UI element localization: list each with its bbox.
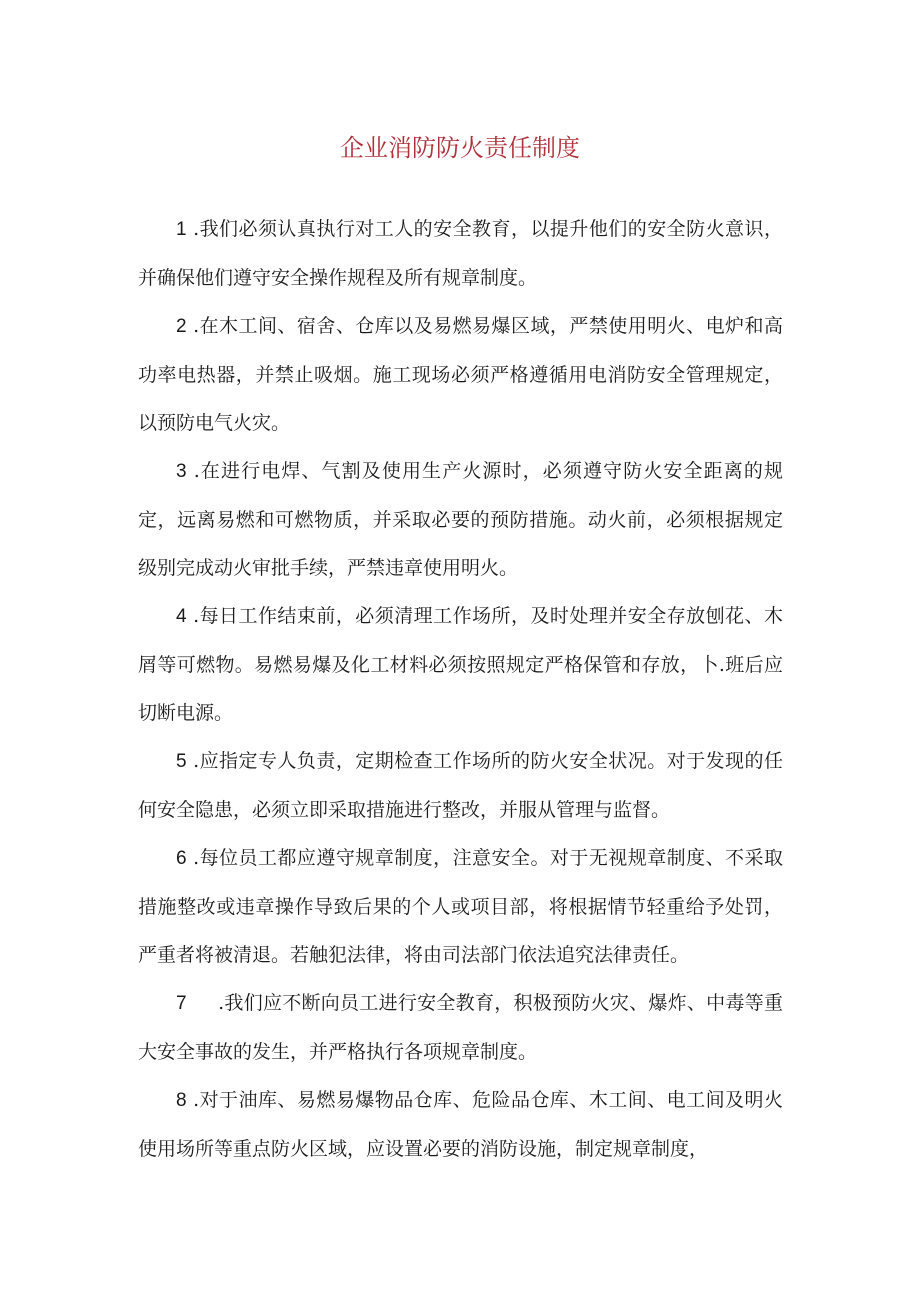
paragraph-1 — [138, 205, 783, 302]
paragraph-text: .我们必须认真执行对工人的安全教育，以提升他们的安全防火意识，并确保他们遵守安全操作规程及所有规章制度。 — [138, 218, 783, 289]
paragraph-number: 8 — [176, 1090, 187, 1111]
document-body — [138, 205, 783, 1173]
paragraph-text: .在木工间、宿舍、仓库以及易燃易爆区域，严禁使用明火、电炉和高功率电热器，并禁止吸烟。施工现场必须严格遵循用电消防安全管理规定，以预防电气火灾。 — [138, 315, 783, 434]
paragraph-number: 6 — [176, 848, 187, 869]
paragraph-number: 7 — [176, 993, 187, 1014]
paragraph-4 — [138, 592, 783, 737]
paragraph-7 — [138, 979, 783, 1076]
paragraph-2 — [138, 302, 783, 447]
paragraph-6 — [138, 834, 783, 979]
paragraph-5 — [138, 737, 783, 834]
paragraph-text: .在进行电焊、气割及使用生产火源时，必须遵守防火安全距离的规定，远离易燃和可燃物质，并采取必要的预防措施。动火前，必须根据规定级别完成动火审批手续，严禁违章使用明火。 — [138, 460, 783, 579]
paragraph-number: 3 — [176, 461, 187, 482]
paragraph-8 — [138, 1076, 783, 1173]
paragraph-text: .我们应不断向员工进行安全教育，积极预防火灾、爆炸、中毒等重大安全事故的发生，并严格执行各项规章制度。 — [138, 992, 783, 1063]
paragraph-text: .每位员工都应遵守规章制度，注意安全。对于无视规章制度、不采取措施整改或违章操作导致后果的个人或项目部，将根据情节轻重给予处罚，严重者将被清退。若触犯法律，将由司法部门依法追究法律责任。 — [138, 847, 783, 966]
document-title: 企业消防防火责任制度 — [340, 134, 580, 162]
paragraph-text: .应指定专人负责，定期检查工作场所的防火安全状况。对于发现的任何安全隐患，必须立即采取措施进行整改，并服从管理与监督。 — [138, 750, 783, 821]
paragraph-text: .每日工作结束前，必须清理工作场所，及时处理并安全存放刨花、木屑等可燃物。易燃易爆及化工材料必须按照规定严格保管和存放，卜.班后应切断电源。 — [138, 605, 783, 724]
paragraph-number: 2 — [176, 316, 187, 337]
paragraph-3 — [138, 447, 783, 592]
paragraph-number: 4 — [176, 606, 187, 627]
paragraph-number: 5 — [176, 751, 187, 772]
paragraph-text: .对于油库、易燃易爆物品仓库、危险品仓库、木工间、电工间及明火使用场所等重点防火区域，应设置必要的消防设施，制定规章制度， — [138, 1089, 783, 1160]
paragraph-number: 1 — [176, 219, 187, 240]
